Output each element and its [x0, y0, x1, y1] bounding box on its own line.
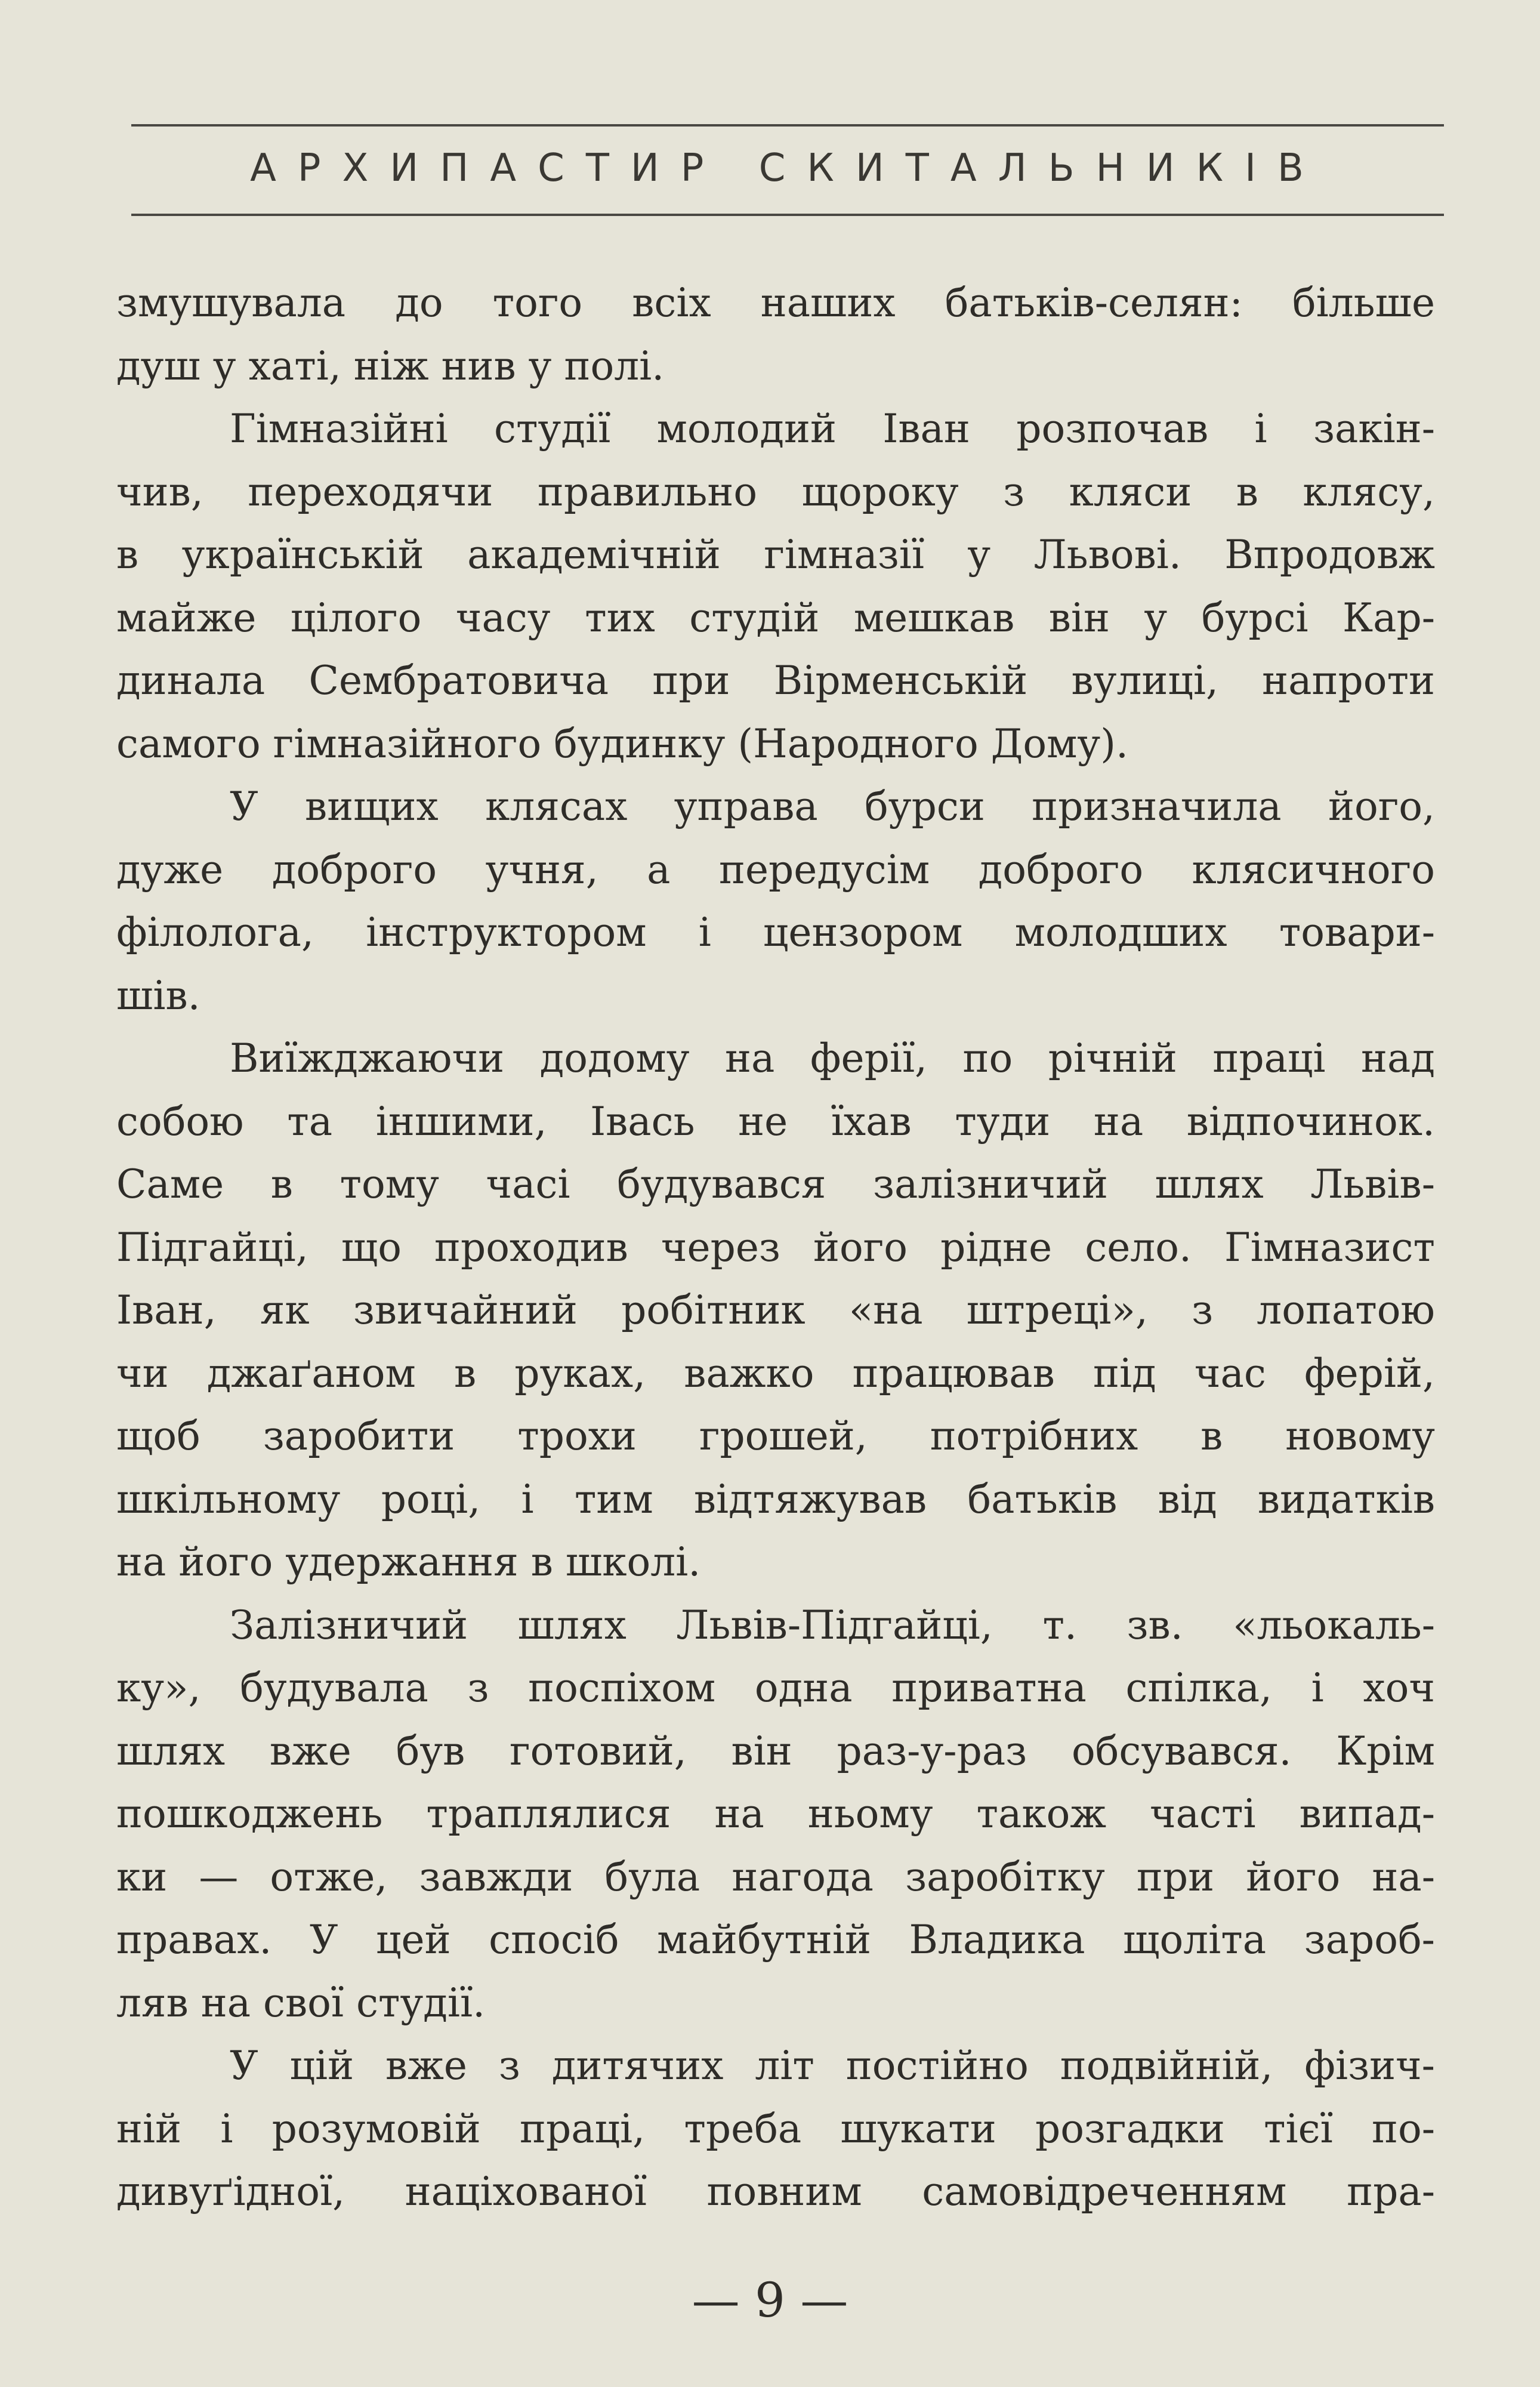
text-line: на його удержання в школі. — [116, 1539, 701, 1585]
text-line: майже цілого часу тих студій мешкав він у бурсі Кар- — [116, 594, 1435, 641]
text-line: щоб заробити трохи грошей, потрібних в новому — [116, 1413, 1435, 1459]
text-line: змушувала до того всіх наших батьків-селян: більше — [116, 280, 1435, 326]
text-line: правах. У цей спосіб майбутній Владика щоліта зароб- — [116, 1917, 1435, 1963]
header-rule-top — [131, 124, 1444, 127]
text-line: Гімназійні студії молодий Іван розпочав і закін- — [230, 406, 1435, 452]
text-line: ки — отже, завжди була нагода заробітку при його на- — [116, 1854, 1435, 1900]
page-number: — 9 — — [692, 2272, 848, 2328]
text-line: філолога, інструктором і цензором молодших товари- — [116, 909, 1435, 955]
text-line: собою та іншими, Івась не їхав туди на відпочинок. — [116, 1098, 1435, 1145]
text-line: в українській академічній гімназії у Львові. Впродовж — [116, 532, 1435, 578]
text-line: дуже доброго учня, а передусім доброго клясичного — [116, 846, 1435, 893]
text-line: Іван, як звичайний робітник «на штреці», з лопатою — [116, 1287, 1435, 1333]
text-line: самого гімназійного будинку (Народного Дому). — [116, 720, 1128, 767]
text-line: Підгайці, що проходив через його рідне село. Гімназист — [116, 1224, 1435, 1270]
running-title: АРХИПАСТИР СКИТАЛЬНИКІВ — [250, 146, 1325, 190]
header-rule-bottom — [131, 214, 1444, 216]
text-line: ній і розумовій праці, треба шукати розгадки тієї по- — [116, 2105, 1435, 2152]
text-line: чи джаґаном в руках, важко працював під час ферій, — [116, 1350, 1435, 1396]
text-line: дивуґідної, націхованої повним самовідреченням пра- — [116, 2169, 1435, 2215]
text-line: динала Сембратовича при Вірменській вулиці, напроти — [116, 658, 1435, 704]
text-line: шлях вже був готовий, він раз-у-раз обсувався. Крім — [116, 1728, 1435, 1774]
text-line: ку», будувала з поспіхом одна приватна спілка, і хоч — [116, 1665, 1435, 1711]
text-line: ляв на свої студії. — [116, 1979, 486, 2026]
text-line: пошкоджень траплялися на ньому також часті випад- — [116, 1791, 1435, 1837]
text-line: душ у хаті, ніж нив у полі. — [116, 343, 665, 389]
text-line: Залізничий шлях Львів-Підгайці, т. зв. «льокаль- — [230, 1602, 1435, 1648]
text-line: У цій вже з дитячих літ постійно подвійній, фізич- — [230, 2043, 1435, 2089]
text-line: шів. — [116, 972, 200, 1019]
text-line: Саме в тому часі будувався залізничий шлях Львів- — [116, 1161, 1435, 1207]
text-line: шкільному році, і тим відтяжував батьків від видатків — [116, 1476, 1435, 1522]
body-text — [116, 272, 1435, 2223]
text-line: У вищих клясах управа бурси призначила його, — [230, 784, 1435, 829]
text-line: чив, переходячи правильно щороку з кляси в клясу, — [116, 468, 1435, 515]
text-line: Виїжджаючи додому на ферії, по річній праці над — [230, 1035, 1435, 1081]
